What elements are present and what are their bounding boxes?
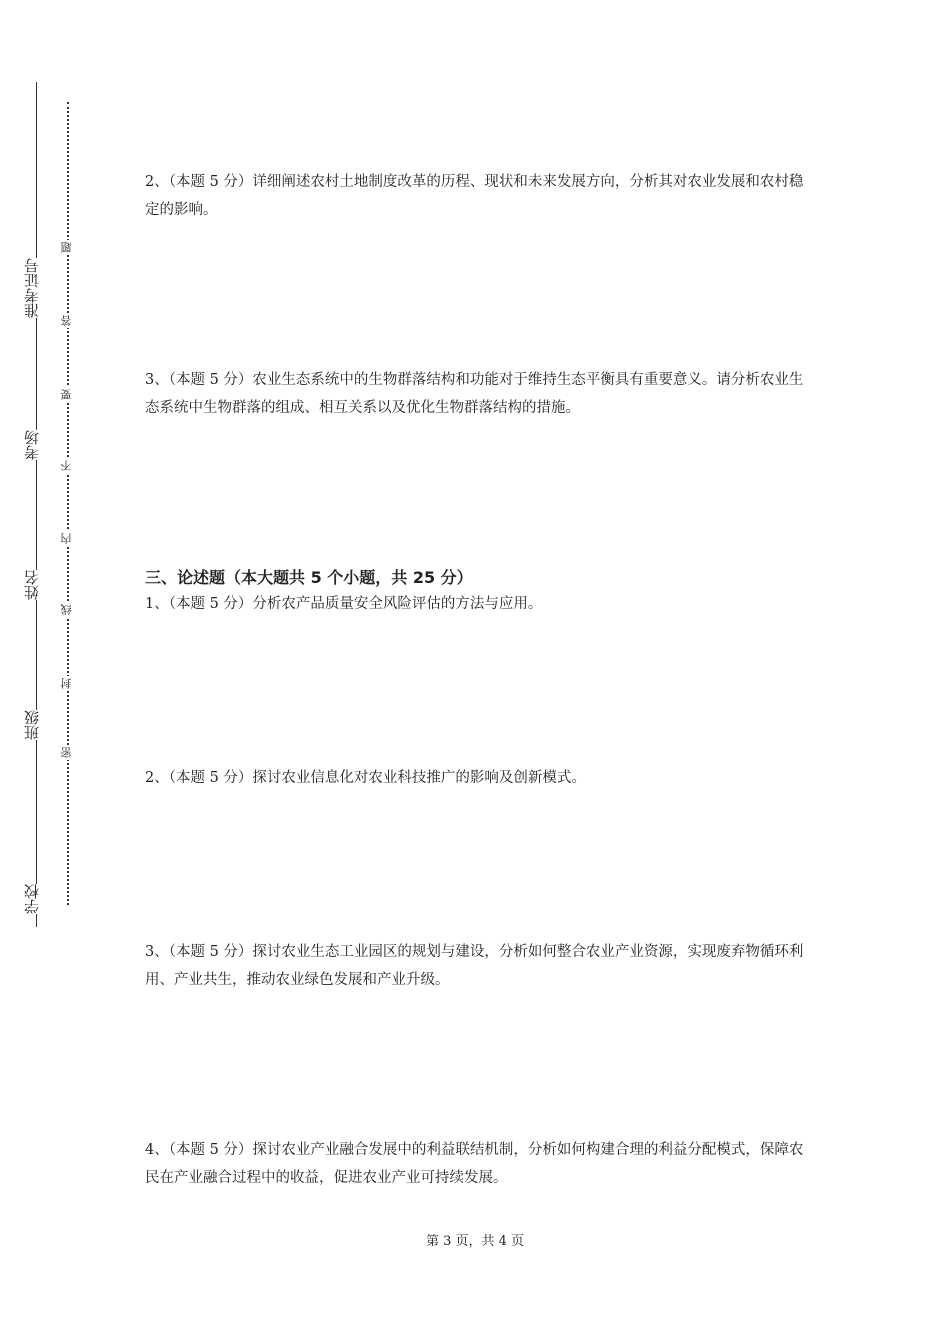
question-2-3: 3、（本题 5 分）农业生态系统中的生物群落结构和功能对于维持生态平衡具有重要意义。请分析农业生态系统中生物群落的组成、相互关系以及优化生物群落结构的措施。 bbox=[145, 372, 804, 416]
label-admission-number: 准考证号 bbox=[20, 258, 44, 318]
seal-char: 密 bbox=[58, 745, 76, 760]
section-title: 三、论述题（本大题共 5 个小题，共 25 分） bbox=[145, 568, 473, 587]
seal-dotted-line bbox=[67, 102, 69, 905]
page-number: 第 3 页，共 4 页 bbox=[425, 1234, 525, 1249]
seal-char: 线 bbox=[58, 602, 76, 617]
question-3-4: 4、（本题 5 分）探讨农业产业融合发展中的利益联结机制，分析如何构建合理的利益分配模式，保障农民在产业融合过程中的收益，促进农业产业可持续发展。 bbox=[145, 1142, 804, 1186]
seal-char: 封 bbox=[58, 676, 76, 691]
label-school: 学校 bbox=[20, 884, 44, 914]
question-3-3: 3、（本题 5 分）探讨农业生态工业园区的规划与建设，分析如何整合农业产业资源，实现废弃物循环利用、产业共生，推动农业绿色发展和产业升级。 bbox=[145, 944, 804, 988]
label-class: 班级 bbox=[20, 710, 44, 740]
label-name: 姓名 bbox=[20, 570, 44, 600]
question-3-1: 1、（本题 5 分）分析农产品质量安全风险评估的方法与应用。 bbox=[145, 596, 543, 612]
question-3-2: 2、（本题 5 分）探讨农业信息化对农业科技推广的影响及创新模式。 bbox=[145, 770, 586, 786]
seal-char: 不 bbox=[58, 458, 76, 473]
binding-solid-line bbox=[36, 82, 37, 927]
seal-char: 要 bbox=[58, 387, 76, 402]
seal-char: 题 bbox=[58, 240, 76, 255]
question-2-2: 2、（本题 5 分）详细阐述农村土地制度改革的历程、现状和未来发展方向，分析其对农业发展和农村稳定的影响。 bbox=[145, 174, 804, 218]
seal-char: 答 bbox=[58, 313, 76, 328]
seal-char: 内 bbox=[58, 531, 76, 546]
label-exam-room: 考场 bbox=[20, 430, 44, 460]
